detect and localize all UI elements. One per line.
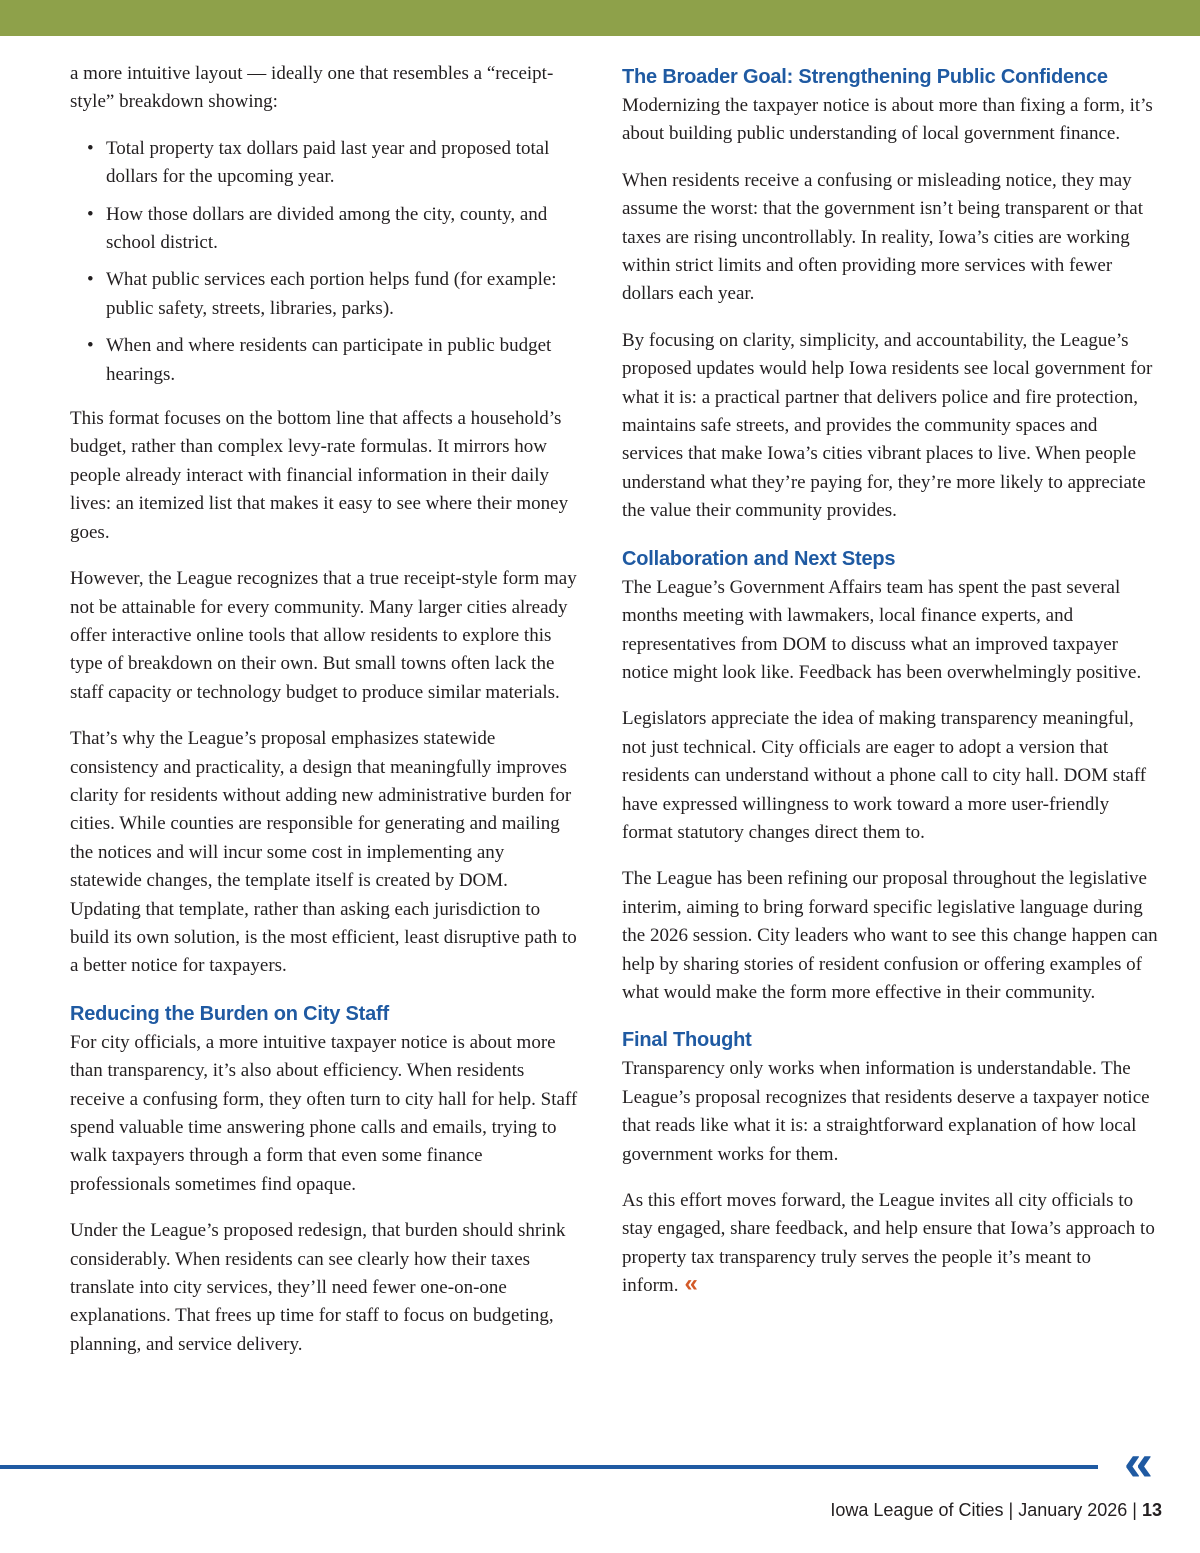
section-heading-broader-goal: The Broader Goal: Strengthening Public Confidence (622, 66, 1108, 88)
intro-paragraph: a more intuitive layout — ideally one that resembles a “receipt-style” breakdown showing: (70, 63, 554, 113)
body-paragraph: This format focuses on the bottom line that affects a household’s budget, rather than complex levy-rate formulas. It mirrors how people already interact with financial information in their daily lives: an itemized list that makes it easy to see where their money goes. (70, 408, 569, 543)
section-heading-final-thought: Final Thought (622, 1029, 752, 1052)
body-paragraph: Modernizing the taxpayer notice is about more than fixing a form, it’s about building public understanding of local government finance. (622, 95, 1153, 145)
body-paragraph: That’s why the League’s proposal emphasizes statewide consistency and practicality, a design that meaningfully improves clarity for residents without adding new administrative burden for cities. While counties are responsible for generating and mailing the notices and will incur some cost in implementing any statewide changes, the template itself is created by DOM. Updating that template, rather than asking each jurisdiction to build its own solution, is the most efficient, least disruptive path to a better notice for taxpayers. (70, 728, 577, 977)
body-paragraph: Under the League’s proposed redesign, that burden should shrink considerably. When residents can see clearly how their taxes translate into city services, they’ll need fewer one-on-one explanations. That frees up time for staff to focus on budgeting, planning, and service delivery. (70, 1220, 566, 1355)
body-paragraph: However, the League recognizes that a true receipt-style form may not be attainable for every community. Many larger cities already offer interactive online tools that allow residents to explore this type of breakdown on their own. But small towns often lack the staff capacity or technology budget to produce similar materials. (70, 568, 577, 703)
list-item: • When and where residents can participate in public budget hearings. (70, 332, 580, 389)
footer-rule (0, 1465, 1098, 1469)
list-item: • Total property tax dollars paid last year and proposed total dollars for the upcoming year. (70, 135, 580, 192)
list-item: • What public services each portion helps fund (for example: public safety, streets, libraries, parks). (70, 266, 580, 323)
section-heading-reducing-burden: Reducing the Burden on City Staff (70, 1002, 389, 1025)
issue-date: January 2026 (1018, 1500, 1128, 1520)
closing-text: As this effort moves forward, the League invites all city officials to stay engaged, share feedback, and help ensure that Iowa’s approach to property tax transparency truly serves the people it’s meant to inform. (622, 1190, 1155, 1297)
page-footer (830, 1500, 1162, 1521)
body-paragraph: When residents receive a confusing or misleading notice, they may assume the worst: that the government isn’t being transparent or that taxes are rising uncontrollably. In reality, Iowa’s cities are working within strict limits and often providing more services with fewer dollars each year. (622, 169, 1143, 305)
list-item: • How those dollars are divided among the city, county, and school district. (70, 201, 580, 258)
footer-separator: | (1003, 1500, 1019, 1520)
page-number: 13 (1141, 1500, 1162, 1520)
body-paragraph: Legislators appreciate the idea of making transparency meaningful, not just technical. City officials are eager to adopt a version that residents can understand without a phone call to city hall. DOM staff have expressed willingness to work toward a more user-friendly format statutory changes direct them to. (622, 708, 1147, 843)
left-column (70, 60, 580, 1377)
top-color-band (0, 0, 1200, 36)
section-heading-collaboration: Collaboration and Next Steps (622, 547, 896, 570)
double-chevron-icon: « (1124, 1434, 1147, 1492)
closing-paragraph (622, 1187, 1162, 1301)
body-paragraph: The League’s Government Affairs team has spent the past several months meeting with lawmakers, local finance experts, and representatives from DOM to discuss what an improved taxpayer notice might look like. Feedback has been overwhelmingly positive. (622, 576, 1142, 683)
footer-separator: | (1127, 1500, 1142, 1520)
end-of-article-icon: « (684, 1270, 698, 1298)
receipt-breakdown-list (70, 135, 580, 389)
right-column (622, 60, 1162, 1319)
body-paragraph: The League has been refining our proposal throughout the legislative interim, aiming to bring forward specific legislative language during the 2026 session. City leaders who want to see this change happen can help by sharing stories of resident confusion or offering examples of what would make the form more effective in their community. (622, 868, 1158, 1003)
body-paragraph: Transparency only works when information is understandable. The League’s proposal recognizes that residents deserve a taxpayer notice that reads like what it is: a straightforward explanation of how local government works for them. (622, 1058, 1150, 1165)
publication-name: Iowa League of Cities (830, 1500, 1004, 1520)
body-paragraph: By focusing on clarity, simplicity, and accountability, the League’s proposed updates would help Iowa residents see local government for what it is: a practical partner that delivers police and fire protection, maintains safe streets, and provides the community spaces and services that make Iowa’s cities vibrant places to live. When people understand what they’re paying for, they’re more likely to appreciate the value their community provides. (622, 329, 1153, 522)
body-paragraph: For city officials, a more intuitive taxpayer notice is about more than transparency, it’s also about efficiency. When residents receive a confusing form, they often turn to city hall for help. Staff spend valuable time answering phone calls and emails, trying to walk taxpayers through a form that even some finance professionals sometimes find opaque. (70, 1031, 578, 1195)
